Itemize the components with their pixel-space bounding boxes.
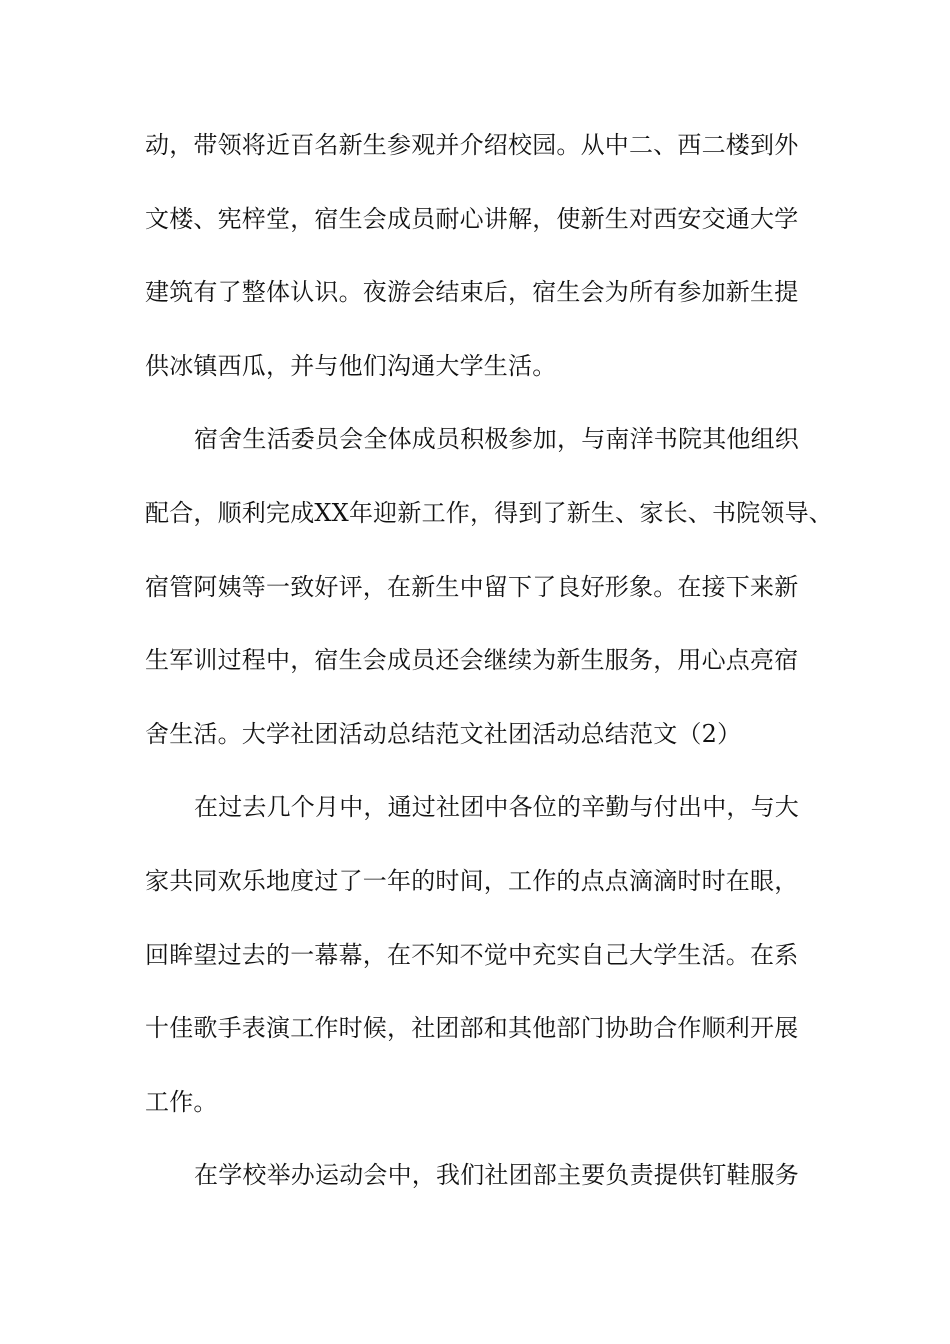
text-line: 文楼、宪梓堂，宿生会成员耐心讲解，使新生对西安交通大学 (145, 204, 799, 233)
text-line: 建筑有了整体认识。夜游会结束后，宿生会为所有参加新生提 (145, 278, 799, 307)
document-body (145, 127, 833, 1231)
text-line: 家共同欢乐地度过了一年的时间，工作的点点滴滴时时在眼， (145, 866, 799, 895)
text-line: 十佳歌手表演工作时候，社团部和其他部门协助合作顺利开展 (145, 1014, 799, 1043)
paragraph-start-line: 在学校举办运动会中，我们社团部主要负责提供钉鞋服务 (194, 1161, 799, 1190)
text-line: 舍生活。大学社团活动总结范文社团活动总结范文（2） (145, 719, 742, 748)
paragraph-start-line: 在过去几个月中，通过社团中各位的辛勤与付出中，与大 (194, 793, 799, 822)
text-line: 生军训过程中，宿生会成员还会继续为新生服务，用心点亮宿 (145, 646, 799, 675)
text-line: 回眸望过去的一幕幕，在不知不觉中充实自己大学生活。在系 (145, 940, 799, 969)
text-line: 动，带领将近百名新生参观并介绍校园。从中二、西二楼到外 (145, 131, 799, 159)
text-line: 配合，顺利完成XX年迎新工作，得到了新生、家长、书院领导、 (145, 498, 833, 527)
text-line: 宿管阿姨等一致好评，在新生中留下了良好形象。在接下来新 (145, 572, 799, 601)
paragraph-start-line: 宿舍生活委员会全体成员积极参加，与南洋书院其他组织 (194, 425, 799, 454)
text-line: 工作。 (145, 1087, 218, 1116)
text-line: 供冰镇西瓜，并与他们沟通大学生活。 (145, 351, 557, 380)
